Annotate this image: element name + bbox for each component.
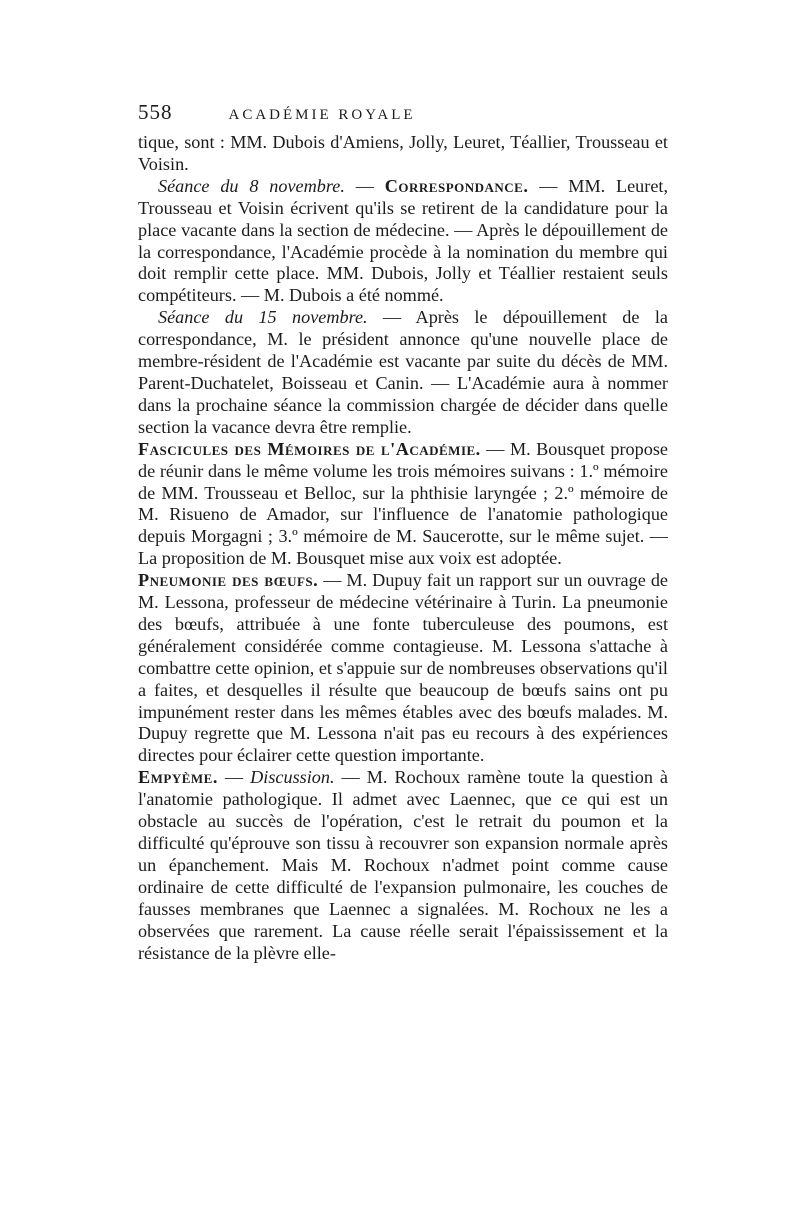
paragraph-pneumonie: [138, 570, 668, 767]
paragraph-text: — M. Bousquet propose de réunir dans le même volume les trois mémoires suivans : 1.º mémoire de MM. Trousseau et Belloc, sur la phthisie laryngée ; 2.º mémoire de M. Risueno de Amador, sur l'influence de l'anatomie pathologique depuis Morgagni ; 3.º mémoire de M. Saucerotte, sur le même sujet. — La proposition de M. Bousquet mise aux voix est adoptée.: [138, 438, 668, 569]
paragraph-fascicules: [138, 439, 668, 570]
running-head: [138, 92, 668, 132]
paragraph-text: tique, sont : MM. Dubois d'Amiens, Jolly, Leuret, Téallier, Trousseau et Voisin.: [138, 132, 668, 174]
session-date: Séance du 15 novembre.: [158, 307, 368, 328]
session-date: Séance du 8 novembre.: [158, 175, 345, 196]
paragraph-text: — M. Rochoux ramène toute la question à l'anatomie pathologique. Il admet avec Laennec, que ce qui est un obstacle au succès de l'opération, c'est le retrait du poumon et la difficulté qu'éprouve son tissu à recouvrer son expansion normale après un épanchement. Mais M. Rochoux n'admet point comme cause ordinaire de cette difficulté de l'expansion pulmonaire, les couches de fausses membranes que Laennec a signalées. M. Rochoux ne les a observées que rarement. La cause réelle serait l'épaississement et la résistance de la plèvre elle-: [138, 767, 669, 963]
page-number: 558: [138, 100, 173, 124]
paragraph-seance-8-novembre: [138, 176, 668, 307]
section-heading: Fascicules des Mémoires de l'Académie.: [138, 438, 481, 459]
running-title: ACADÉMIE ROYALE: [228, 107, 416, 123]
dash: —: [344, 175, 385, 196]
paragraph-text: — Après le dépouillement de la correspondance, M. le président annonce qu'une nouvelle place de membre-résident de l'Académie est vacante par suite du décès de MM. Parent-Duchatelet, Boisseau et Canin. — L'Académie aura à nommer dans la prochaine séance la commission chargée de décider dans quelle section la vacance devra être remplie.: [138, 307, 668, 437]
body-text: [138, 132, 668, 964]
paragraph-empyeme: [138, 767, 668, 964]
paragraph-text: — M. Dupuy fait un rapport sur un ouvrage de M. Lessona, professeur de médecine vétérinaire à Turin. La pneumonie des bœufs, attribuée à une fonte tuberculeuse des poumons, est généralement considérée comme contagieuse. M. Lessona s'attache à combattre cette opinion, et s'appuie sur de nombreuses observations qu'il a faites, et desquelles il résulte que beaucoup de bœufs sains ont pu impunément rester dans les mêmes étables avec des bœufs malades. M. Dupuy regrette que M. Lessona n'ait pas eu recours à des expériences directes pour éclairer cette question importante.: [138, 570, 668, 766]
dash: —: [217, 767, 251, 788]
paragraph-continuation: [138, 132, 668, 176]
discussion-label: Discussion.: [250, 767, 335, 788]
paragraph-seance-15-novembre: [138, 307, 668, 438]
paragraph-text: — MM. Leuret, Trousseau et Voisin écrivent qu'ils se retirent de la candidature pour la place vacante dans la section de médecine. — Après le dépouillement de la correspondance, l'Académie procède à la nomination du membre qui doit remplir cette place. MM. Dubois, Jolly et Téallier restaient seuls compétiteurs. — M. Dubois a été nommé.: [138, 175, 669, 306]
section-heading: Pneumonie des bœufs.: [138, 570, 319, 591]
document-page: [138, 92, 668, 964]
section-heading: Empyème.: [138, 767, 218, 788]
section-heading: Correspondance.: [384, 175, 529, 196]
